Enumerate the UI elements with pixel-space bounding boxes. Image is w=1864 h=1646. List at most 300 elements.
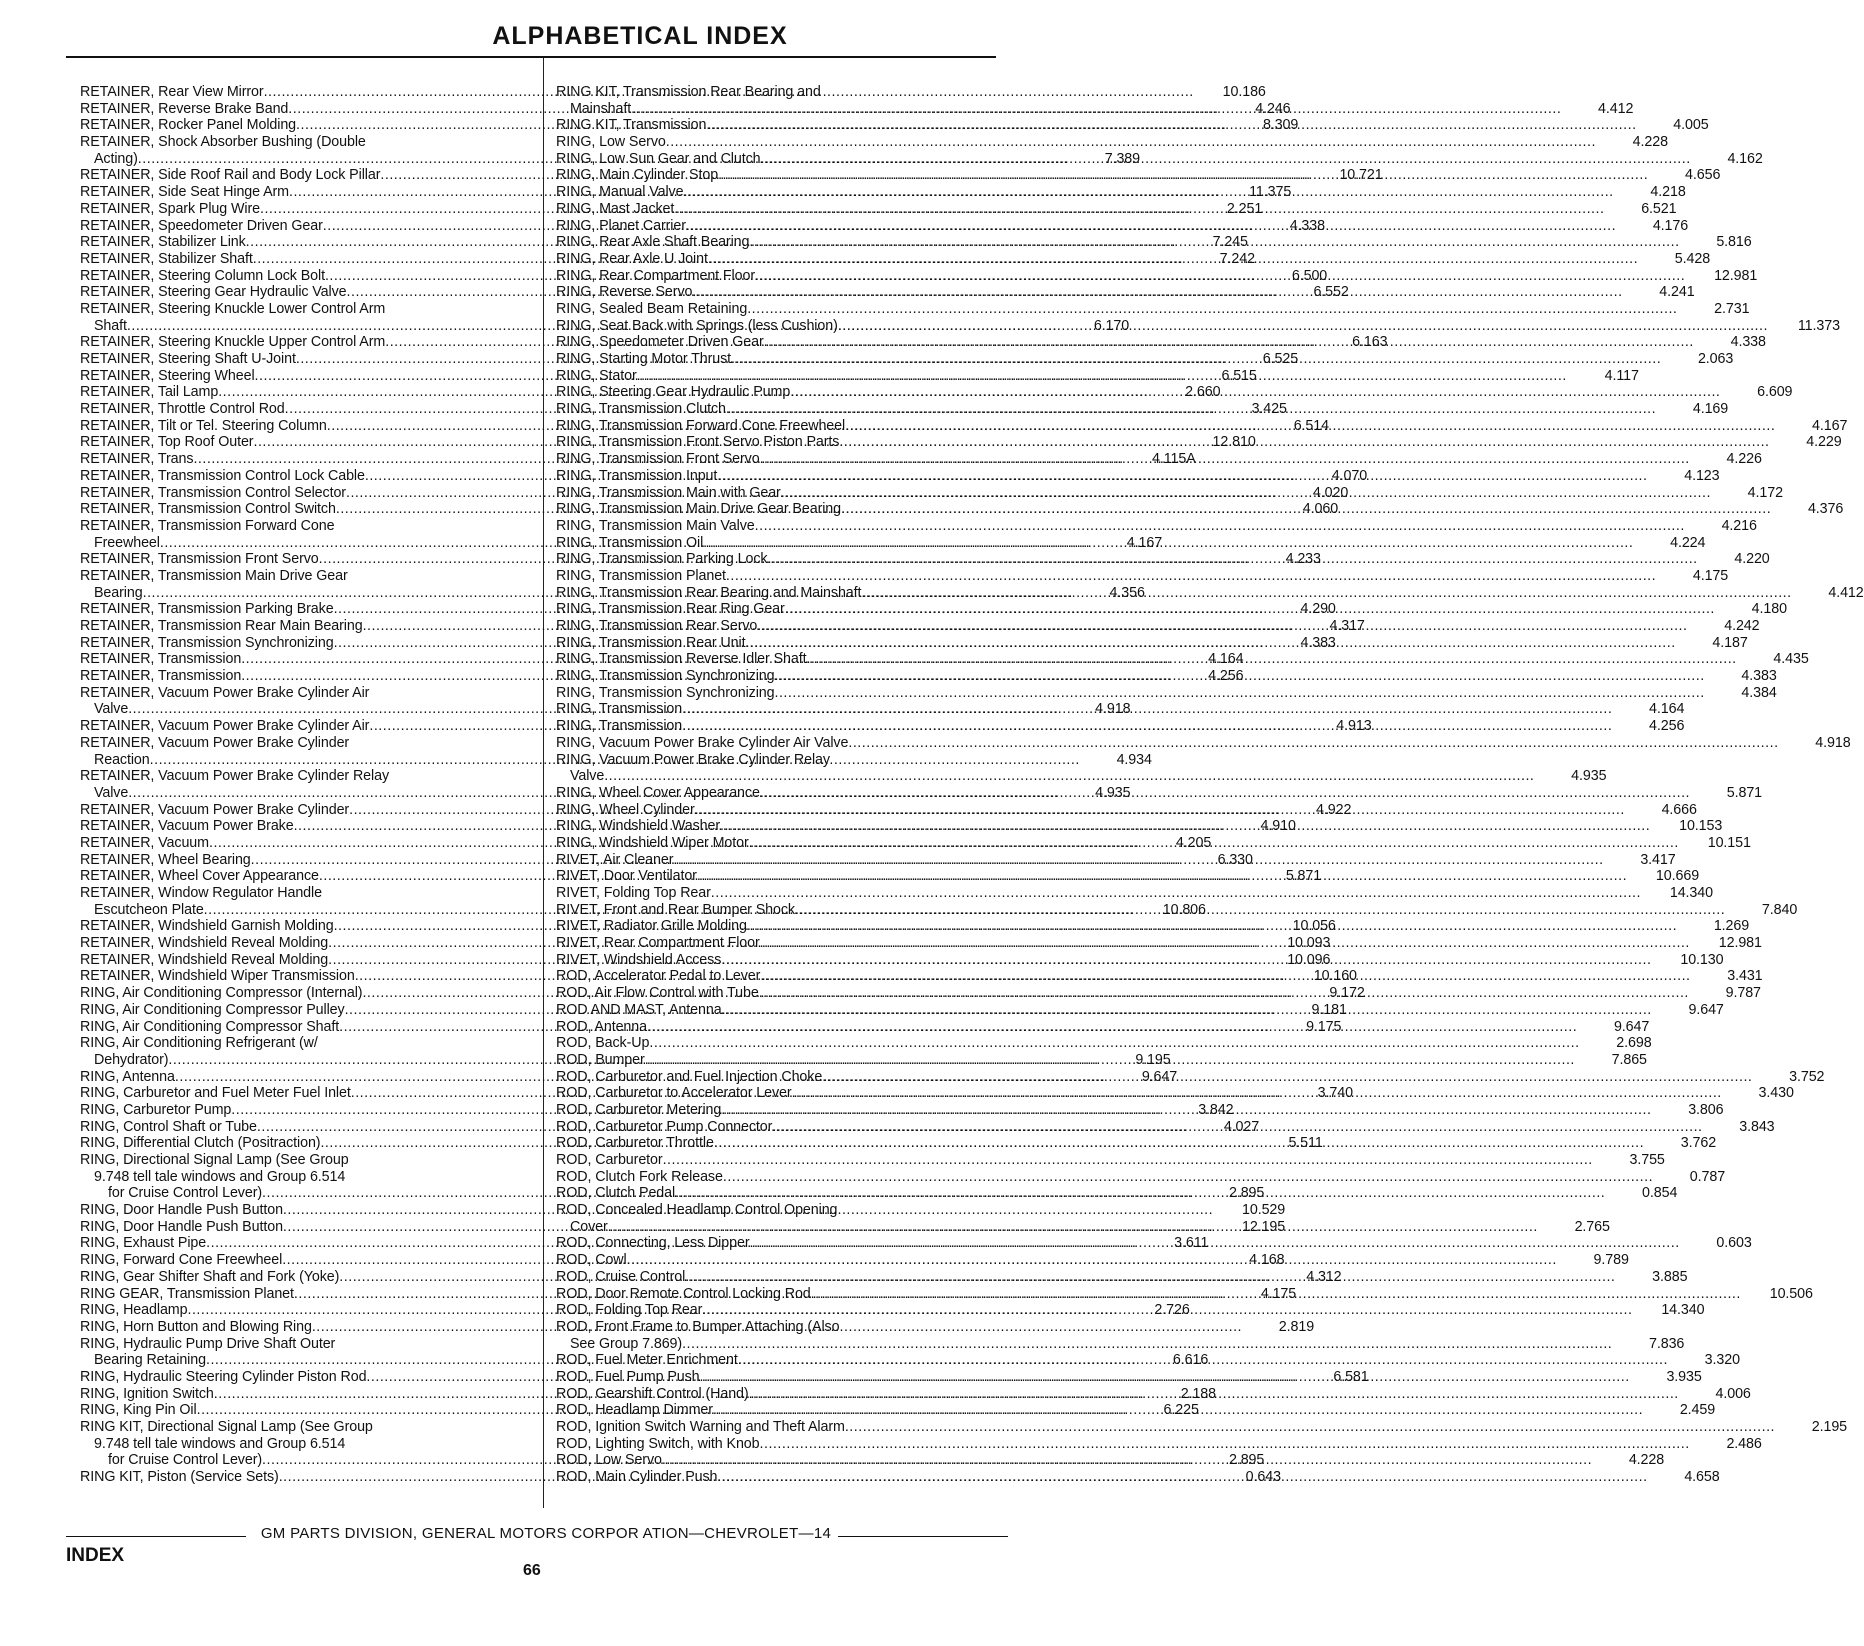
index-entry-page: 9.172	[1329, 985, 1365, 1002]
index-entry-text: RING, Antenna	[80, 1068, 175, 1085]
index-entry-page: 3.935	[1666, 1368, 1702, 1385]
index-entry	[80, 1169, 520, 1186]
index-entry-text: RETAINER, Vacuum Power Brake Cylinder Air	[80, 718, 370, 735]
leader-dots	[666, 134, 1596, 151]
leader-dots	[759, 985, 1689, 1002]
index-entry-text: ROD, Carburetor and Fuel Injection Choke	[556, 1068, 823, 1085]
index-entry	[556, 1319, 1009, 1336]
index-entry	[556, 1335, 1685, 1353]
index-entry-page: 10.806	[1162, 901, 1206, 918]
index-entry-text: RING, Wheel Cover Appearance	[556, 784, 760, 801]
index-entry-page: 3.611	[1174, 1235, 1209, 1252]
index-entry-page: 2.459	[1679, 1402, 1716, 1419]
page-number: 66	[523, 1562, 541, 1579]
index-entry-text: RING, Steering Gear Hydraulic Pump	[556, 384, 791, 401]
leader-dots	[837, 1202, 937, 1219]
index-entry-page: 3.806	[1688, 1101, 1724, 1118]
index-entry-page: 10.151	[1707, 834, 1751, 851]
index-entry-page: 4.376	[1807, 501, 1844, 518]
index-entry-text: RING, Vacuum Power Brake Cylinder Air Valve	[556, 734, 849, 751]
leader-dots	[839, 1319, 937, 1336]
index-entry-page: 6.170	[1093, 317, 1130, 334]
index-entry-page: 3.752	[1789, 1068, 1825, 1085]
index-entry-text: RING KIT, Transmission	[556, 117, 707, 134]
index-entry-page: 4.256	[1649, 718, 1685, 735]
index-entry-text: ROD, Connecting, Less Dipper	[556, 1235, 750, 1252]
index-entry-text: RING, Carburetor Pump	[80, 1101, 232, 1118]
leader-dots	[673, 852, 1603, 869]
index-entry-text: RING, Stator	[556, 367, 637, 384]
index-entry-page: 4.228	[1628, 1452, 1665, 1469]
index-entry-page: 4.241	[1659, 284, 1695, 301]
leader-dots	[767, 551, 1697, 568]
index-entry-text: RETAINER, Side Roof Rail and Body Lock Pillar	[80, 167, 381, 184]
index-entry-text: RING, Transmission	[556, 701, 683, 718]
leader-dots	[841, 501, 1771, 518]
index-entry-page	[448, 1035, 520, 1052]
index-entry-page	[448, 685, 520, 702]
index-entry-page: 12.195	[1242, 1218, 1286, 1235]
index-entry	[556, 734, 1851, 752]
index-entry-text: RETAINER, Side Seat Hinge Arm	[80, 184, 289, 201]
leader-dots	[747, 301, 1677, 318]
index-entry-page: 2.819	[1278, 1318, 1315, 1335]
leader-dots	[760, 935, 1690, 952]
index-entry-page: 4.935	[1095, 784, 1131, 801]
index-entry-page: 7.840	[1761, 901, 1798, 918]
leader-dots	[738, 1352, 1668, 1369]
index-entry-page: 4.187	[1712, 634, 1748, 651]
index-entry-page: 7.389	[1104, 150, 1141, 167]
index-entry-text: RING, Transmission Planet	[556, 567, 726, 584]
index-entry-text: for Cruise Control Lever)	[108, 1185, 263, 1202]
index-entry-text: RING KIT, Directional Signal Lamp (See Group	[80, 1419, 373, 1435]
leader-dots	[811, 1286, 1741, 1303]
leader-dots	[781, 485, 1711, 502]
index-entry-page: 4.229	[1806, 434, 1842, 451]
index-entry-text: See Group 7.869)	[570, 1335, 683, 1352]
index-entry-page: 10.721	[1339, 167, 1383, 184]
index-entry-page: 4.356	[1109, 584, 1145, 601]
index-entry-text: RETAINER, Windshield Reveal Molding	[80, 935, 329, 952]
index-entry-text: RING, Ignition Switch	[80, 1385, 214, 1402]
index-entry-page: 9.647	[1613, 1018, 1650, 1035]
index-entry	[556, 1035, 1652, 1052]
index-entry-page: 4.910	[1260, 818, 1296, 835]
index-entry-page: 10.056	[1292, 918, 1336, 935]
index-entry-page: 12.981	[1714, 267, 1758, 284]
leader-dots	[718, 167, 1648, 184]
index-entry-text: RETAINER, Transmission Parking Brake	[80, 601, 334, 618]
index-entry	[80, 301, 520, 318]
index-entry-page	[448, 134, 520, 151]
index-entry-text: RING, Sealed Beam Retaining	[556, 300, 748, 317]
index-entry-text: RING, Transmission Reverse Idler Shaft	[556, 651, 807, 668]
index-entry-text: RING, Air Conditioning Compressor (Internal)	[80, 985, 363, 1002]
leader-dots	[385, 301, 448, 318]
index-entry	[80, 768, 520, 785]
leader-dots	[700, 1369, 1630, 1386]
index-entry-page: 4.162	[1727, 150, 1763, 167]
index-entry-text: RETAINER, Transmission Synchronizing	[80, 634, 334, 651]
index-entry-page: 7.836	[1649, 1335, 1685, 1352]
leader-dots	[674, 201, 1604, 218]
index-entry-text: RING, Transmission Synchronizing	[556, 684, 775, 701]
index-entry	[556, 1435, 1762, 1453]
index-entry-text: RETAINER, Wheel Bearing	[80, 851, 251, 868]
index-entry-text: RING, Differential Clutch (Positraction)	[80, 1135, 321, 1152]
index-entry-text: RETAINER, Speedometer Driven Gear	[80, 217, 323, 234]
index-entry-page: 4.180	[1751, 601, 1787, 618]
index-entry-page: 4.242	[1724, 618, 1760, 634]
index-entry-page	[448, 885, 520, 902]
index-entry	[80, 885, 520, 902]
index-entry-page	[448, 768, 520, 785]
index-entry-page: 3.417	[1640, 851, 1676, 868]
index-entry-text: RING, Main Cylinder Stop	[556, 167, 719, 184]
leader-dots	[755, 518, 1685, 535]
index-entry-page: 10.093	[1287, 935, 1331, 952]
index-entry-text: RETAINER, Steering Gear Hydraulic Valve	[80, 284, 347, 301]
leader-dots	[686, 218, 1616, 235]
index-entry-text: Acting)	[94, 150, 138, 167]
leader-dots	[645, 1052, 1575, 1069]
leader-dots	[714, 1135, 1644, 1152]
leader-dots	[604, 768, 1534, 785]
leader-dots	[845, 418, 1775, 435]
index-entry-page: 5.816	[1716, 234, 1752, 251]
leader-dots	[695, 802, 1625, 819]
index-entry-text: RING, Wheel Cylinder	[556, 801, 695, 818]
leader-dots	[760, 1436, 1690, 1453]
index-entry-page: 2.698	[1616, 1035, 1652, 1052]
index-entry-page: 6.330	[1217, 851, 1253, 868]
index-entry-page: 4.246	[1255, 100, 1291, 117]
index-entry-text: Bearing	[94, 584, 143, 601]
leader-dots	[792, 1085, 1722, 1102]
index-entry-text: RIVET, Windshield Access	[556, 951, 722, 968]
index-entry-text: RETAINER, Wheel Cover Appearance	[80, 868, 319, 885]
index-entry-page: 4.228	[1632, 134, 1668, 151]
index-entry-page: 3.762	[1680, 1135, 1717, 1152]
index-entry-page: 4.220	[1734, 551, 1770, 568]
index-entry-page: 3.431	[1727, 968, 1763, 985]
index-entry-page: 7.242	[1219, 250, 1255, 267]
index-entry-text: RIVET, Front and Rear Bumper Shock	[556, 901, 795, 918]
index-entry-text: RING, Speedometer Driven Gear	[556, 334, 764, 351]
leader-dots	[772, 1119, 1702, 1136]
index-entry-page: 4.070	[1331, 467, 1368, 484]
leader-dots	[749, 1235, 1679, 1252]
index-entry-page: 9.647	[1141, 1068, 1178, 1085]
index-entry-text: RING GEAR, Transmission Planet	[80, 1285, 294, 1302]
leader-dots	[706, 117, 1636, 134]
index-entry-text: ROD, Concealed Headlamp Control Opening	[556, 1202, 838, 1219]
index-entry-page: 5.511	[1288, 1135, 1323, 1152]
index-entry-page: 3.430	[1758, 1085, 1794, 1102]
index-entry	[556, 1419, 1848, 1436]
footer-section-label: INDEX	[66, 1545, 125, 1566]
index-entry	[556, 684, 1777, 702]
index-entry-page: 9.787	[1725, 985, 1761, 1002]
index-entry-text: RETAINER, Tail Lamp	[80, 384, 219, 401]
index-entry-page: 2.063	[1697, 351, 1734, 367]
index-entry-text: RETAINER, Trans	[80, 451, 194, 468]
index-entry-page: 4.123	[1684, 467, 1720, 484]
leader-dots	[845, 1419, 1775, 1436]
index-entry-text: RING, Transmission Forward Cone Freewheel	[556, 417, 846, 434]
index-entry-text: RING, Rear Axle Shaft Bearing	[556, 234, 750, 251]
index-entry-text: ROD, Ignition Switch Warning and Theft Alarm	[556, 1419, 845, 1435]
index-entry-page: 4.164	[1649, 701, 1685, 718]
index-entry-text: RING, Transmission Synchronizing	[556, 668, 775, 685]
index-entry-text: Mainshaft	[570, 100, 632, 117]
index-entry-page: 9.175	[1306, 1018, 1342, 1035]
leader-dots	[749, 835, 1679, 852]
index-entry-page: 4.918	[1095, 701, 1131, 718]
index-entry-text: RETAINER, Reverse Brake Band	[80, 100, 289, 117]
leader-dots	[830, 752, 937, 769]
index-entry-text: RETAINER, Throttle Control Rod	[80, 401, 285, 418]
index-entry	[556, 84, 1009, 101]
index-entry-text: RETAINER, Stabilizer Shaft	[80, 250, 253, 267]
index-entry-text: Valve	[570, 768, 605, 785]
index-entry-text: Escutcheon Plate	[94, 901, 204, 918]
index-entry-text: ROD, Carburetor to Accelerator Lever	[556, 1085, 792, 1102]
index-entry-text: RING, Transmission Front Servo	[556, 451, 760, 468]
index-entry-text: RETAINER, Tilt or Tel. Steering Column	[80, 417, 327, 434]
leader-dots	[366, 134, 448, 151]
index-entry	[80, 1436, 520, 1453]
index-entry-text: RETAINER, Rocker Panel Molding	[80, 117, 297, 134]
index-entry-text: RING, Windshield Wiper Motor	[556, 834, 749, 851]
index-entry-page: 4.115A	[1152, 451, 1196, 468]
index-entry-text: RING, Exhaust Pipe	[80, 1235, 207, 1252]
index-entry-page: 4.176	[1652, 217, 1689, 234]
index-entry-page: 0.854	[1642, 1185, 1678, 1202]
index-entry-text: RETAINER, Spark Plug Wire	[80, 200, 260, 217]
index-entry-text: RING, Transmission Rear Unit	[556, 634, 746, 651]
index-entry-page: 2.895	[1228, 1185, 1265, 1202]
index-entry	[556, 885, 1713, 902]
index-entry-text: RING, Planet Carrier	[556, 217, 686, 234]
leader-dots	[697, 868, 1627, 885]
index-entry-page: 0.603	[1716, 1235, 1752, 1252]
index-entry-text: RETAINER, Rear View Mirror	[80, 84, 264, 100]
index-entry-page: 2.486	[1726, 1435, 1762, 1452]
index-entry-text: ROD, Carburetor	[556, 1152, 663, 1168]
index-entry-page: 0.787	[1689, 1168, 1726, 1185]
index-entry-text: RIVET, Door Ventilator	[556, 868, 697, 885]
index-entry-text: RETAINER, Steering Wheel	[80, 367, 255, 384]
index-entry	[556, 1202, 1009, 1219]
index-entry-page: 4.224	[1670, 534, 1706, 551]
index-entry-text: ROD, Door Remote Control Locking Rod	[556, 1285, 811, 1302]
index-entry-page: 4.168	[1249, 1252, 1285, 1269]
index-entry-page	[937, 1202, 1009, 1219]
index-entry-page: 5.871	[1726, 784, 1763, 801]
index-entry-text: RING KIT, Transmission Rear Bearing and	[556, 84, 821, 100]
index-entry-page: 4.233	[1285, 551, 1321, 568]
index-entry-text: RING, Air Conditioning Compressor Shaft	[80, 1018, 340, 1035]
index-entry-page: 10.153	[1679, 818, 1723, 835]
index-entry-page: 4.005	[1673, 117, 1709, 134]
index-entry-page: 6.514	[1293, 417, 1329, 434]
index-entry-text: RETAINER, Windshield Wiper Transmission	[80, 968, 355, 985]
leader-dots	[675, 1185, 1605, 1202]
index-entry-page: 4.169	[1692, 401, 1729, 418]
index-entry-page	[448, 1336, 520, 1353]
index-entry-text: RETAINER, Transmission Control Selector	[80, 484, 346, 501]
index-entry-text: ROD, Fuel Pump Push	[556, 1368, 700, 1385]
index-entry-text: ROD AND MAST, Antenna	[556, 1001, 722, 1018]
leader-dots	[348, 568, 448, 585]
leader-dots	[717, 468, 1647, 485]
index-entry-text: ROD, Low Servo	[556, 1452, 662, 1469]
index-entry-page: 10.529	[1242, 1202, 1286, 1219]
index-entry-text: RIVET, Rear Compartment Floor	[556, 935, 760, 952]
index-entry-text: RETAINER, Stabilizer Link	[80, 234, 246, 251]
index-entry-text: 9.748 tell tale windows and Group 6.514	[94, 1435, 346, 1452]
index-entry-page: 2.188	[1180, 1385, 1216, 1402]
leader-dots	[760, 785, 1690, 802]
leader-dots	[757, 618, 1687, 635]
index-entry-page: 3.320	[1704, 1352, 1740, 1369]
index-entry-page: 4.167	[1812, 417, 1848, 434]
leader-dots	[722, 1002, 1652, 1019]
index-entry-text: ROD, Cowl	[556, 1252, 627, 1269]
index-entry-page: 2.726	[1154, 1302, 1190, 1319]
index-entry-text: RETAINER, Steering Knuckle Lower Control Arm	[80, 300, 386, 317]
leader-dots	[755, 268, 1685, 285]
index-entry-text: RETAINER, Transmission Forward Cone	[80, 517, 335, 534]
index-entry-page: 2.895	[1228, 1452, 1265, 1469]
index-entry-page: 3.842	[1198, 1101, 1234, 1118]
index-entry-text: RING, Door Handle Push Button	[80, 1218, 283, 1235]
index-entry-page: 4.290	[1300, 601, 1336, 618]
index-entry-text: ROD, Clutch Pedal	[556, 1185, 676, 1202]
index-entry	[556, 300, 1750, 318]
index-entry-text: ROD, Carburetor Throttle	[556, 1135, 714, 1152]
index-entry-text: ROD, Air Flow Control with Tube	[556, 985, 759, 1002]
index-entry-page: 4.913	[1336, 718, 1372, 735]
leader-dots	[774, 685, 1704, 702]
index-entry-text: Shaft	[94, 317, 127, 334]
index-entry-text: RETAINER, Shock Absorber Bushing (Double	[80, 134, 366, 151]
leader-dots	[318, 1035, 448, 1052]
leader-dots	[726, 401, 1656, 418]
index-entry-text: RING, Horn Button and Blowing Ring	[80, 1318, 312, 1335]
index-entry-text: RETAINER, Vacuum Power Brake	[80, 818, 294, 835]
index-entry-text: RING, Windshield Washer	[556, 818, 721, 835]
index-entry	[80, 518, 520, 535]
index-entry-page: 4.412	[1828, 584, 1864, 601]
leader-dots	[708, 251, 1638, 268]
index-entry-page: 10.160	[1313, 968, 1357, 985]
index-entry-page: 4.934	[1116, 751, 1152, 768]
leader-dots	[764, 334, 1694, 351]
index-entry-text: RING, Air Conditioning Refrigerant (w/	[80, 1035, 318, 1052]
index-entry-text: RING, Headlamp	[80, 1302, 188, 1319]
index-entry	[556, 752, 1009, 769]
leader-dots	[647, 1019, 1577, 1036]
index-entry-text: ROD, Gearshift Control (Hand)	[556, 1385, 749, 1402]
leader-dots	[785, 601, 1715, 618]
index-entry-text: Valve	[94, 701, 129, 718]
index-entry-page: 4.658	[1684, 1469, 1720, 1486]
index-entry-text: RING, Transmission	[556, 718, 683, 735]
index-entry-text: RIVET, Air Cleaner	[556, 851, 674, 868]
leader-dots	[369, 685, 448, 702]
index-entry-text: RING, Transmission Rear Ring Gear	[556, 601, 785, 618]
leader-dots	[349, 735, 448, 752]
index-entry-page: 4.216	[1721, 517, 1757, 534]
index-entry-text: RING, Transmission Main Drive Gear Bearing	[556, 501, 842, 518]
index-entry-text: RING, King Pin Oil	[80, 1402, 197, 1419]
leader-dots	[839, 434, 1769, 451]
index-entry	[80, 1336, 520, 1353]
index-entry-text: RING, Starting Motor Thrust	[556, 351, 732, 367]
index-entry-page	[937, 1319, 1009, 1336]
index-entry-page: 3.755	[1629, 1152, 1665, 1168]
index-entry-page	[937, 752, 1009, 769]
leader-dots	[683, 184, 1613, 201]
leader-dots	[747, 918, 1677, 935]
index-entry-page: 7.245	[1212, 234, 1248, 251]
index-entry-text: RETAINER, Vacuum Power Brake Cylinder Air	[80, 684, 370, 701]
footer-rule-left	[66, 1536, 246, 1537]
index-entry-text: RETAINER, Vacuum Power Brake Cylinder Relay	[80, 768, 390, 785]
leader-dots	[682, 1336, 1612, 1353]
index-entry-page: 4.666	[1661, 801, 1697, 818]
leader-dots	[711, 885, 1641, 902]
index-entry-text: RING, Transmission Front Servo Piston Parts	[556, 434, 840, 451]
leader-dots	[322, 885, 448, 902]
index-entry-page: 4.383	[1300, 634, 1336, 651]
leader-dots	[631, 101, 1561, 118]
index-entry-page: 6.552	[1313, 284, 1349, 301]
index-entry-page: 3.885	[1652, 1268, 1688, 1285]
leader-dots	[713, 1402, 1643, 1419]
index-entry-page: 4.218	[1650, 184, 1686, 201]
index-entry-text: RETAINER, Vacuum Power Brake Cylinder	[80, 801, 350, 818]
index-entry-text: RING, Manual Valve	[556, 184, 684, 201]
index-entry-text: Valve	[94, 784, 129, 801]
index-entry-text: ROD, Main Cylinder Push	[556, 1469, 718, 1486]
index-entry	[556, 517, 1757, 535]
leader-dots	[345, 1436, 448, 1453]
index-entry-page: 4.435	[1773, 651, 1809, 668]
index-entry-page: 2.251	[1226, 200, 1263, 217]
index-entry-page: 4.935	[1571, 768, 1607, 785]
leader-dots	[761, 151, 1691, 168]
index-entry-text: RETAINER, Windshield Garnish Molding	[80, 918, 334, 935]
index-entry-text: ROD, Headlamp Dimmer	[556, 1402, 713, 1419]
footer-publisher: GM PARTS DIVISION, GENERAL MOTORS CORPOR ATION—CHEVROLET—14	[260, 1525, 832, 1542]
leader-dots	[821, 84, 937, 101]
leader-dots	[790, 384, 1720, 401]
index-entry	[80, 1419, 520, 1436]
index-entry-page: 10.669	[1655, 868, 1700, 885]
leader-dots	[726, 568, 1656, 585]
footer-rule-right	[838, 1536, 1008, 1537]
index-entry-text: RING, Reverse Servo	[556, 284, 693, 301]
leader-dots	[682, 718, 1612, 735]
index-entry-page: 6.500	[1291, 267, 1328, 284]
index-entry-page	[448, 1169, 520, 1186]
index-entry-text: RING, Transmission Oil	[556, 534, 704, 551]
index-entry-page: 12.981	[1718, 935, 1762, 952]
